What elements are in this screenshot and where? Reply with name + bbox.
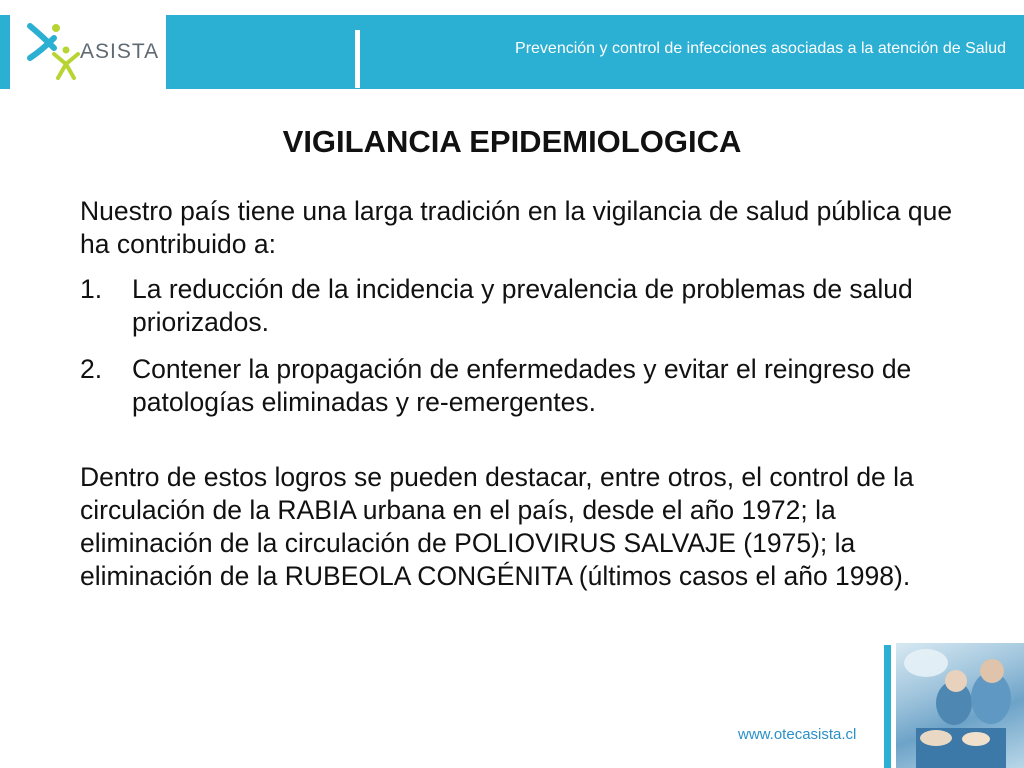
list-item <box>80 273 970 339</box>
summary-paragraph: Dentro de estos logros se pueden destacar, entre otros, el control de la circulación de la RABIA urbana en el país, desde el año 1972; la eliminación de la circulación de POLIOVIRUS SALVAJE (1975); la eliminación de la RUBEOLA CONGÉNITA (últimos casos el año 1998). <box>80 462 914 591</box>
slide-title: VIGILANCIA EPIDEMIOLOGICA <box>282 124 742 159</box>
list-item-number: 1. <box>80 274 103 304</box>
left-accent-stripe <box>0 15 10 89</box>
medical-team-photo <box>896 643 1024 768</box>
photo-illustration <box>896 643 1024 768</box>
header-separator <box>355 30 360 88</box>
list-item-text: Contener la propagación de enfermedades y evitar el reingreso de patologías eliminadas y re-emergentes. <box>132 354 912 417</box>
website-link[interactable]: www.otecasista.cl <box>738 726 857 743</box>
logo-text: ASISTA <box>80 40 160 63</box>
list-item-number: 2. <box>80 354 103 384</box>
photo-accent-stripe <box>884 645 891 768</box>
slide-body <box>80 195 970 593</box>
intro-paragraph: Nuestro país tiene una larga tradición en la vigilancia de salud pública que ha contribuido a: <box>80 196 953 259</box>
asista-logo <box>22 14 162 88</box>
asista-logo-figure-icon <box>22 14 82 88</box>
list-item-text: La reducción de la incidencia y prevalencia de problemas de salud priorizados. <box>132 274 913 337</box>
list-item <box>80 353 970 419</box>
header-tagline: Prevención y control de infecciones asociadas a la atención de Salud <box>515 40 1006 57</box>
